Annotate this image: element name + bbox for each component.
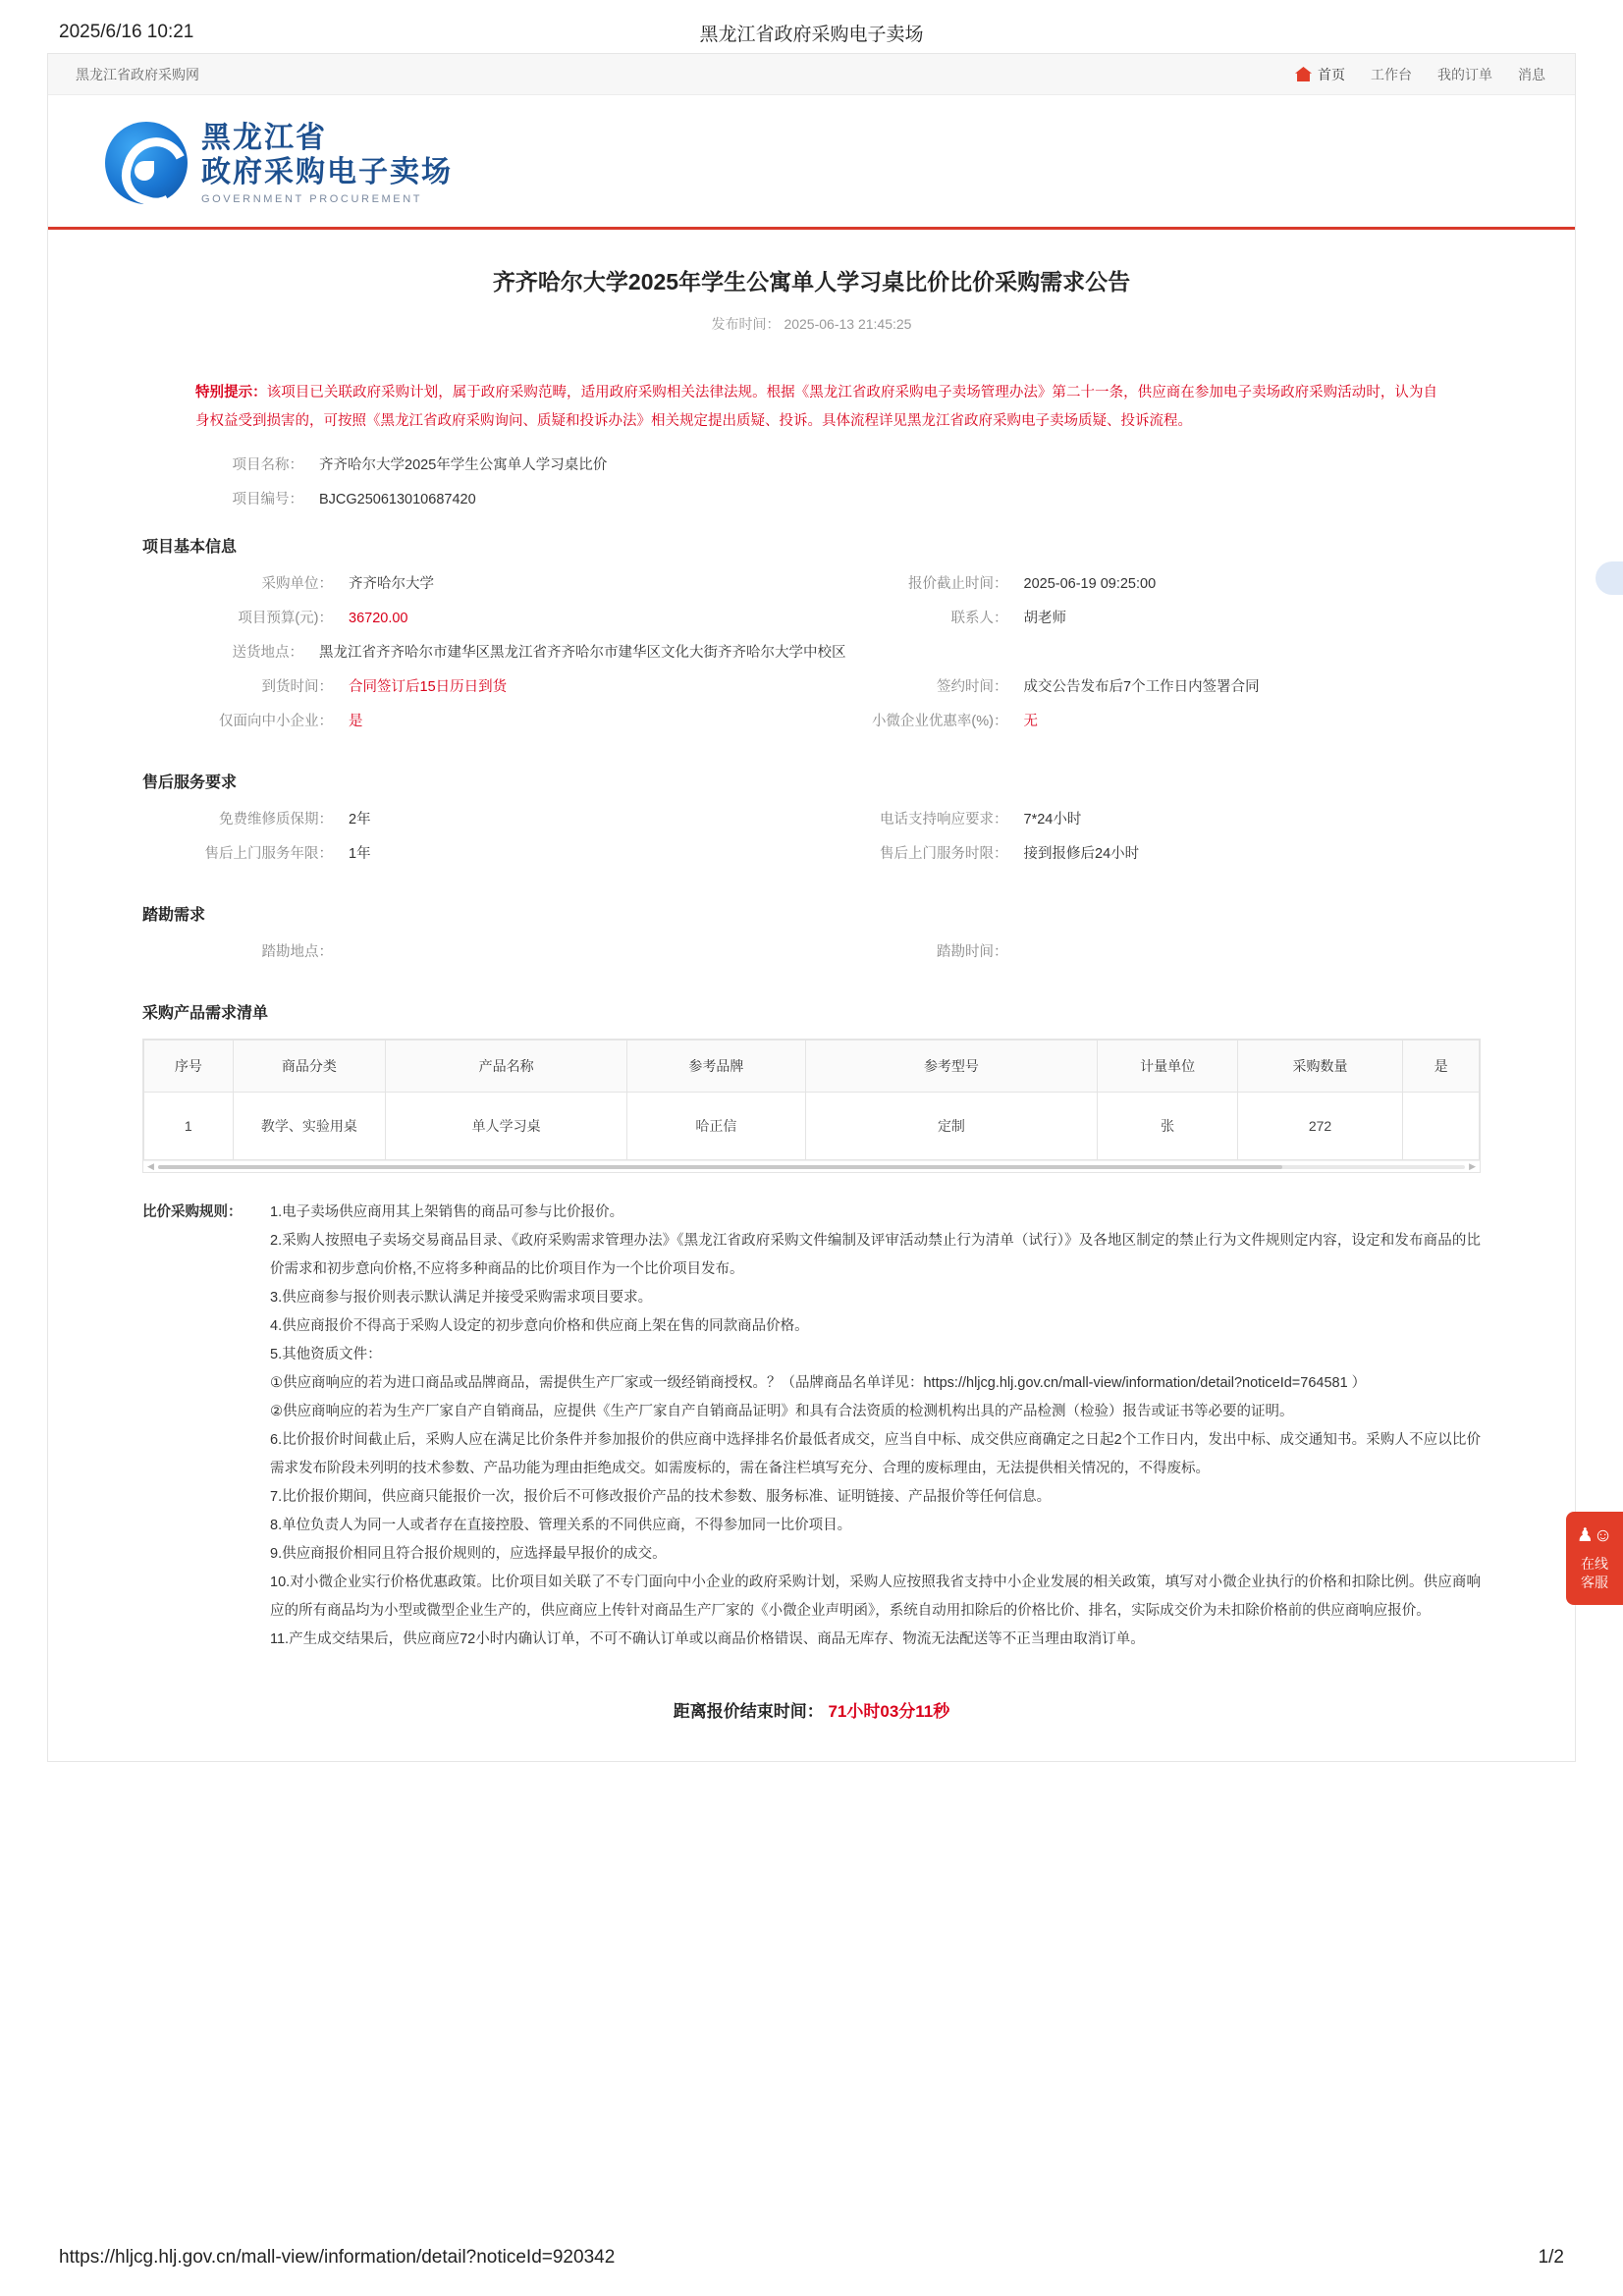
- section-title-site-survey: 踏勘需求: [142, 907, 206, 925]
- basic-label-budget: 项目预算(元)：: [238, 611, 333, 627]
- scrollbar-track[interactable]: [158, 1165, 1465, 1169]
- basic-row-budget: [166, 607, 841, 627]
- scroll-left-icon[interactable]: ◀: [147, 1161, 154, 1172]
- cell-quantity: 272: [1237, 1093, 1402, 1160]
- col-index: 序号: [144, 1041, 234, 1093]
- publish-time: [48, 298, 1575, 334]
- rule-item: 10.对小微企业实行价格优惠政策。比价项目如关联了不专门面向中小企业的政府采购计划，采购人应按照我省支持中小企业发展的相关政策，填写对小微企业执行的价格和扣除比例。供应商响应的所有商品均为小型或微型企业生产的，供应商应上传针对商品生产厂家的《小微企业声明函》，系统自动用扣除后的价格比价、排名，实际成交价为未扣除价格前的供应商响应报价。: [270, 1575, 1481, 1620]
- after-sale-label-phone-support: 电话支持响应要求：: [880, 812, 1008, 828]
- rule-item: 8.单位负责人为同一人或者存在直接控股、管理关系的不同供应商，不得参加同一比价项目。: [270, 1518, 852, 1534]
- rule-item: 6.比价报价时间截止后，采购人应在满足比价条件并参加报价的供应商中选择排名价最低者成交，应当自中标、成交供应商确定之日起2个工作日内，发出中标、成交通知书。采购人不应以比价需求发布阶段未列明的技术参数、产品功能为理由拒绝成交。如需废标的，需在备注栏填写充分、合理的废标理由，无法提供相关情况的，不得废标。: [270, 1432, 1481, 1477]
- cell-index: 1: [144, 1093, 234, 1160]
- nav-item-home[interactable]: [1295, 65, 1345, 84]
- section-title-basic-info: 项目基本信息: [142, 539, 238, 557]
- nav-item-my-orders[interactable]: 我的订单: [1437, 66, 1492, 82]
- rule-item: 5.其他资质文件：: [270, 1347, 382, 1363]
- col-model: 参考型号: [805, 1041, 1098, 1093]
- project-code-label: 项目编号：: [232, 492, 303, 508]
- countdown: [107, 1697, 1516, 1722]
- survey-label-location: 踏勘地点：: [261, 944, 333, 961]
- nav-item-workbench[interactable]: 工作台: [1371, 66, 1412, 82]
- chat-label-line-2: 客服: [1581, 1574, 1608, 1590]
- rule-item: 11.产生成交结果后，供应商应72小时内确认订单，不可不确认订单或以商品价格错误、商品无库存、物流无法配送等不正当理由取消订单。: [270, 1631, 1145, 1648]
- project-identity-fields: [107, 454, 1516, 508]
- project-code-value: BJCG250613010687420: [319, 492, 476, 508]
- basic-value-delivery-address: 黑龙江省齐齐哈尔市建华区黑龙江省齐齐哈尔市建华区文化大街齐齐哈尔大学中校区: [319, 645, 846, 662]
- basic-row-deadline: [841, 572, 1517, 593]
- section-title-product-list: 采购产品需求清单: [142, 1005, 269, 1023]
- rule-item-sub: ①供应商响应的若为进口商品或品牌商品，需提供生产厂家或一级经销商授权。？（品牌商品名单详见：https://hljcg.hlj.gov.cn/mall-view/information/detail?noticeId=764581 ）: [270, 1375, 1367, 1392]
- page-title: 齐齐哈尔大学2025年学生公寓单人学习桌比价比价采购需求公告: [492, 268, 1131, 294]
- basic-label-deadline: 报价截止时间：: [908, 576, 1008, 593]
- basic-row-sme-discount: [841, 710, 1517, 730]
- project-name-label: 项目名称：: [232, 457, 303, 474]
- rule-item: 9.供应商报价相同且符合报价规则的，应选择最早报价的成交。: [270, 1546, 667, 1563]
- cell-model: 定制: [805, 1093, 1098, 1160]
- print-footer: [0, 2247, 1623, 2269]
- basic-label-contact: 联系人：: [950, 611, 1008, 627]
- rule-item: 1.电子卖场供应商用其上架销售的商品可参与比价报价。: [270, 1204, 624, 1221]
- table-header-row: [144, 1041, 1480, 1093]
- cell-unit: 张: [1098, 1093, 1237, 1160]
- basic-row-purchaser: [166, 572, 841, 593]
- basic-value-deadline: 2025-06-19 09:25:00: [1023, 576, 1157, 593]
- print-page-number: 1/2: [1538, 2247, 1564, 2268]
- after-sale-row-onsite-response: [841, 842, 1517, 863]
- special-notice-text: 该项目已关联政府采购计划，属于政府采购范畴，适用政府采购相关法律法规。根据《黑龙江省政府采购电子卖场管理办法》第二十一条，供应商在参加电子卖场政府采购活动时，认为自身权益受到损害的，可按照《黑龙江省政府采购询问、质疑和投诉办法》相关规定提出质疑、投诉。具体流程详见黑龙江省政府采购电子卖场质疑、投诉流程。: [195, 385, 1437, 430]
- logo-line-3: GOVERNMENT PROCUREMENT: [201, 192, 423, 205]
- online-customer-service-button[interactable]: [1566, 1512, 1623, 1605]
- after-sale-value-onsite-years: 1年: [349, 846, 371, 863]
- basic-value-sign-time: 成交公告发布后7个工作日内签署合同: [1023, 679, 1260, 696]
- project-name-row: [166, 454, 1516, 474]
- after-sale-value-warranty: 2年: [349, 812, 371, 828]
- basic-row-sign-time: [841, 675, 1517, 696]
- logo-line-2: 政府采购电子卖场: [201, 156, 453, 189]
- special-notice-prefix: 特别提示：: [195, 385, 267, 401]
- after-sale-label-onsite-response: 售后上门服务时限：: [880, 846, 1008, 863]
- section-title-after-sale: 售后服务要求: [142, 774, 238, 792]
- project-code-row: [166, 488, 1516, 508]
- basic-label-purchaser: 采购单位：: [261, 576, 333, 593]
- product-requirement-table: [142, 1039, 1481, 1173]
- col-quantity: 采购数量: [1237, 1041, 1402, 1093]
- cell-category: 教学、实验用桌: [233, 1093, 385, 1160]
- rule-item: 7.比价报价期间，供应商只能报价一次，报价后不可修改报价产品的技术参数、服务标准、证明链接、产品报价等任何信息。: [270, 1489, 1052, 1506]
- logo-band: [48, 95, 1575, 230]
- table-horizontal-scrollbar[interactable]: [143, 1160, 1480, 1172]
- basic-value-contact: 胡老师: [1023, 611, 1066, 627]
- print-footer-url: https://hljcg.hlj.gov.cn/mall-view/information/detail?noticeId=920342: [59, 2247, 616, 2268]
- top-navigation-bar: [48, 54, 1575, 95]
- cell-product-name: 单人学习桌: [386, 1093, 627, 1160]
- side-collapse-tab[interactable]: [1596, 561, 1623, 595]
- survey-row-location: [166, 940, 841, 961]
- survey-row-time: [841, 940, 1517, 961]
- print-header-title: 黑龙江省政府采购电子卖场: [699, 24, 924, 45]
- cell-overflow: [1403, 1093, 1480, 1160]
- project-name-value: 齐齐哈尔大学2025年学生公寓单人学习桌比价: [319, 457, 608, 474]
- basic-row-contact: [841, 607, 1517, 627]
- special-notice: [107, 379, 1516, 436]
- nav-item-home-label: 首页: [1318, 66, 1345, 82]
- countdown-label: 距离报价结束时间：: [673, 1702, 824, 1722]
- after-sale-row-warranty: [166, 808, 841, 828]
- scroll-right-icon[interactable]: ▶: [1469, 1161, 1476, 1172]
- rule-item-sub: ②供应商响应的若为生产厂家自产自销商品，应提供《生产厂家自产自销商品证明》和具有合法资质的检测机构出具的产品检测（检验）报告或证书等必要的证明。: [270, 1404, 1294, 1420]
- site-survey-grid: [107, 940, 1516, 975]
- basic-info-grid: [107, 572, 1516, 641]
- chat-label-line-1: 在线: [1581, 1555, 1608, 1572]
- basic-info-wide: [107, 641, 1516, 662]
- site-name: 黑龙江省政府采购网: [76, 66, 199, 82]
- basic-label-sme-discount: 小微企业优惠率(%)：: [871, 714, 1008, 730]
- basic-row-delivery-address: [166, 641, 1516, 662]
- basic-label-delivery-address: 送货地点：: [232, 645, 303, 662]
- print-timestamp: 2025/6/16 10:21: [59, 22, 194, 42]
- after-sale-value-phone-support: 7*24小时: [1023, 812, 1082, 828]
- after-sale-grid: [107, 808, 1516, 877]
- basic-value-arrival-time: 合同签订后15日历日到货: [349, 679, 508, 696]
- after-sale-value-onsite-response: 接到报修后24小时: [1023, 846, 1140, 863]
- col-brand: 参考品牌: [627, 1041, 805, 1093]
- basic-label-arrival-time: 到货时间：: [261, 679, 333, 696]
- basic-value-purchaser: 齐齐哈尔大学: [349, 576, 434, 593]
- basic-value-sme-discount: 无: [1023, 714, 1038, 730]
- col-category: 商品分类: [233, 1041, 385, 1093]
- headset-icon: ♟☺: [1576, 1525, 1613, 1546]
- rule-item: 2.采购人按照电子卖场交易商品目录、《政府采购需求管理办法》《黑龙江省政府采购文件编制及评审活动禁止行为清单（试行）》及各地区制定的禁止行为文件规则定内容，设定和发布商品的比价需求和初步意向价格,不应将多种商品的比价项目作为一个比价项目发布。: [270, 1233, 1481, 1278]
- logo-line-1: 黑龙江省: [201, 122, 327, 154]
- countdown-value: 71小时03分11秒: [828, 1702, 950, 1722]
- cell-brand: 哈正信: [627, 1093, 805, 1160]
- bidding-rules: [142, 1199, 1481, 1654]
- basic-value-sme-only: 是: [349, 714, 363, 730]
- basic-row-arrival-time: [166, 675, 841, 696]
- bidding-rules-label: 比价采购规则：: [142, 1204, 243, 1221]
- page-container: [47, 53, 1576, 1762]
- document-content: [48, 334, 1575, 1761]
- after-sale-label-onsite-years: 售后上门服务年限：: [204, 846, 333, 863]
- col-overflow: 是: [1403, 1041, 1480, 1093]
- after-sale-row-phone-support: [841, 808, 1517, 828]
- rule-item: 4.供应商报价不得高于采购人设定的初步意向价格和供应商上架在售的同款商品价格。: [270, 1318, 809, 1335]
- basic-value-budget: 36720.00: [349, 611, 408, 627]
- table-row: [144, 1093, 1480, 1160]
- site-logo[interactable]: [105, 121, 1575, 205]
- rule-item: 3.供应商参与报价则表示默认满足并接受采购需求项目要求。: [270, 1290, 653, 1307]
- survey-label-time: 踏勘时间：: [937, 944, 1008, 961]
- print-header: [0, 0, 1623, 53]
- publish-time-label: 发布时间：: [711, 316, 781, 333]
- after-sale-row-onsite-years: [166, 842, 841, 863]
- col-unit: 计量单位: [1098, 1041, 1237, 1093]
- nav-item-messages[interactable]: 消息: [1518, 66, 1545, 82]
- publish-time-value: 2025-06-13 21:45:25: [784, 316, 912, 333]
- scrollbar-thumb[interactable]: [158, 1165, 1282, 1169]
- basic-row-sme-only: [166, 710, 841, 730]
- home-icon: [1295, 67, 1312, 81]
- after-sale-label-warranty: 免费维修质保期：: [219, 812, 333, 828]
- basic-info-grid-2: [107, 675, 1516, 744]
- basic-label-sme-only: 仅面向中小企业：: [219, 714, 333, 730]
- basic-label-sign-time: 签约时间：: [937, 679, 1008, 696]
- col-product-name: 产品名称: [386, 1041, 627, 1093]
- wave-logo-icon: [105, 122, 188, 204]
